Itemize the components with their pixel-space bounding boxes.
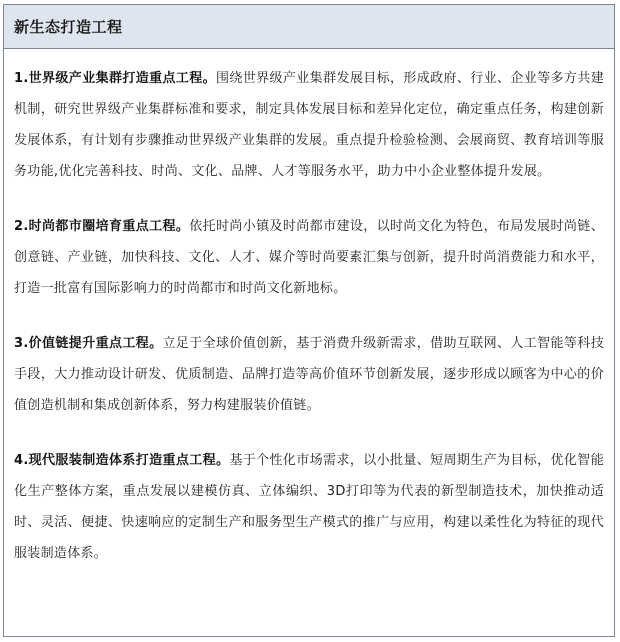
content-panel <box>3 4 615 637</box>
panel-header <box>4 5 614 49</box>
section-1-body: 围绕世界级产业集群发展目标，形成政府、行业、企业等多方共建机制，研究世界级产业集群标准和要求，制定具体发展目标和差异化定位，确定重点任务，构建创新发展体系，有计划有步骤推动世界级产业集群的发展。重点提升检验检测、会展商贸、教育培训等服务功能,优化完善科技、时尚、文化、品牌、人才等服务水平，助力中小企业整体提升发展。 <box>14 71 604 179</box>
section-3-body: 立足于全球价值创新，基于消费升级新需求，借助互联网、人工智能等科技手段，大力推动设计研发、优质制造、品牌打造等高价值环节创新发展，逐步形成以顾客为中心的价值创造机制和集成创新体系，努力构建服装价值链。 <box>14 336 604 413</box>
section-2-title: 2.时尚都市圈培育重点工程。 <box>14 219 190 234</box>
section-4-title: 4.现代服装制造体系打造重点工程。 <box>14 453 230 468</box>
section-1 <box>14 63 604 187</box>
section-1-title: 1.世界级产业集群打造重点工程。 <box>14 71 217 86</box>
page-title: 新生态打造工程 <box>14 18 123 36</box>
section-4-body: 基于个性化市场需求，以小批量、短周期生产为目标，优化智能化生产整体方案，重点发展以建模仿真、立体编织、3D打印等为代表的新型制造技术，加快推动适时、灵活、便捷、快速响应的定制生产和服务型生产模式的推广与应用，构建以柔性化为特征的现代服装制造体系。 <box>14 453 604 561</box>
section-3-title: 3.价值链提升重点工程。 <box>14 336 163 351</box>
section-2-body: 依托时尚小镇及时尚都市建设，以时尚文化为特色，布局发展时尚链、创意链、产业链，加快科技、文化、人才、媒介等时尚要素汇集与创新，提升时尚消费能力和水平，打造一批富有国际影响力的时尚都市和时尚文化新地标。 <box>14 219 604 296</box>
section-3 <box>14 328 604 421</box>
section-4 <box>14 445 604 569</box>
section-2 <box>14 211 604 304</box>
panel-body <box>4 49 614 569</box>
